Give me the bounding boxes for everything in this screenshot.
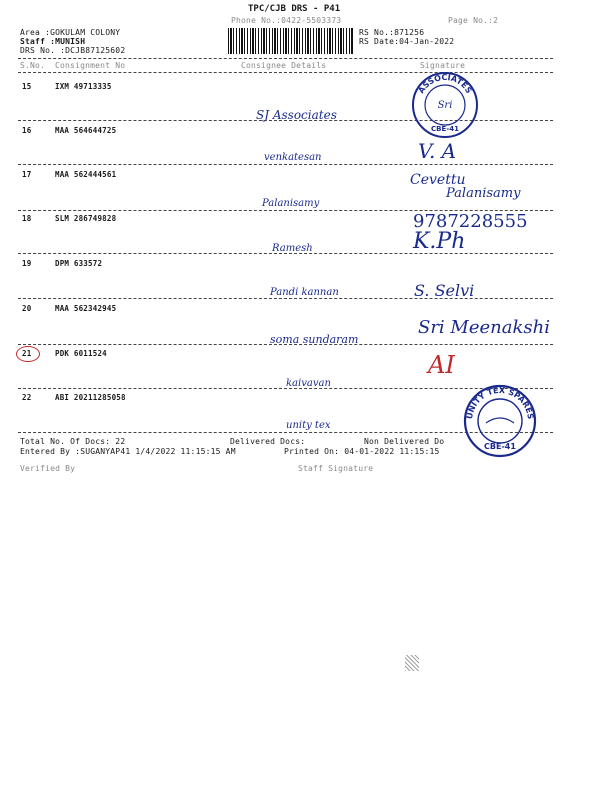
non-delivered-docs: Non Delivered Do (364, 437, 445, 446)
scan-artifact (405, 655, 419, 671)
consignment-number: DPM 633572 (55, 259, 103, 268)
row-divider (18, 164, 553, 165)
signature-row-16: V. A (418, 139, 457, 163)
unity-tex-seal-top-text: UNITY TEX SPARES (464, 385, 536, 420)
consignee-name: kaivavan (286, 378, 331, 389)
row-number: 16 (22, 126, 32, 135)
col-header-signature: Signature (420, 61, 466, 70)
unity-tex-seal-graphic (462, 383, 538, 459)
consignee-name: Pandi kannan (270, 287, 339, 298)
row-number: 20 (22, 304, 32, 313)
rs-date: RS Date:04-Jan-2022 (359, 37, 455, 46)
unity-tex-seal-bottom-text: CBE-41 (484, 442, 516, 451)
signature-row-21: AI (428, 351, 455, 379)
associates-seal-bottom-text: CBE-41 (431, 125, 459, 133)
consignee-name: Ramesh (272, 243, 313, 254)
col-header-consignment: Consignment No (55, 61, 126, 70)
signature-row-19: S. Selvi (414, 281, 475, 300)
rs-number: RS No.:871256 (359, 28, 425, 37)
row-number: 19 (22, 259, 32, 268)
col-header-sno: S.No. (20, 61, 46, 70)
consignment-number: SLM 286749828 (55, 214, 117, 223)
unity-tex-seal-stamp (462, 383, 538, 459)
row-number: 18 (22, 214, 32, 223)
row-number: 17 (22, 170, 32, 179)
page-number: Page No.:2 (448, 16, 499, 25)
phone-number: Phone No.:0422-5503373 (231, 16, 342, 25)
signature-row-20: Sri Meenakshi (418, 317, 550, 338)
associates-seal-middle-text: Sri (437, 100, 453, 111)
signature-row-17-b: Palanisamy (446, 186, 521, 201)
row-number: 22 (22, 393, 32, 402)
svg-text:ASSOCIATES (417, 73, 474, 95)
col-header-consignee: Consignee Details (241, 61, 327, 70)
area-label: Area :GOKULAM COLONY (20, 28, 121, 37)
consignee-name: Palanisamy (262, 198, 320, 209)
row-divider (18, 253, 553, 254)
header-divider (18, 58, 553, 59)
consignee-name: soma sundaram (270, 333, 359, 346)
consignment-number: MAA 562342945 (55, 304, 117, 313)
signature-row-17-a: Cevettu (410, 172, 466, 188)
drs-number: DRS No. :DCJB87125602 (20, 46, 126, 55)
staff-signature: Staff Signature (298, 464, 374, 473)
entered-by: Entered By :SUGANYAP41 1/4/2022 11:15:15 AM (20, 447, 236, 456)
row-number: 15 (22, 82, 32, 91)
document-title: TPC/CJB DRS - P41 (248, 4, 341, 14)
svg-text:UNITY TEX SPARES (465, 386, 535, 420)
associates-seal-graphic (410, 70, 480, 140)
delivered-docs: Delivered Docs: (230, 437, 306, 446)
consignment-number: MAA 562444561 (55, 170, 117, 179)
signature-row-18-phone: 9787228555 (413, 211, 528, 232)
row-divider (18, 344, 553, 345)
consignee-name: unity tex (286, 420, 331, 431)
consignee-name: venkatesan (264, 152, 322, 163)
total-docs: Total No. Of Docs: 22 (20, 437, 126, 446)
signature-row-18: K.Ph (413, 229, 466, 254)
row-number: 21 (22, 349, 32, 358)
associates-seal-stamp (410, 70, 480, 140)
associates-seal-top-text: ASSOCIATES (416, 72, 474, 96)
consignment-number: MAA 564644725 (55, 126, 117, 135)
verified-by: Verified By (20, 464, 76, 473)
consignment-number: IXM 49713335 (55, 82, 112, 91)
consignment-number: ABI 20211285058 (55, 393, 126, 402)
printed-on: Printed On: 04-01-2022 11:15:15 (284, 447, 440, 456)
consignee-name: SJ Associates (256, 108, 337, 122)
consignment-number: PDK 6011524 (55, 349, 107, 358)
barcode-image (228, 28, 354, 54)
staff-label: Staff :MUNISH (20, 37, 86, 46)
